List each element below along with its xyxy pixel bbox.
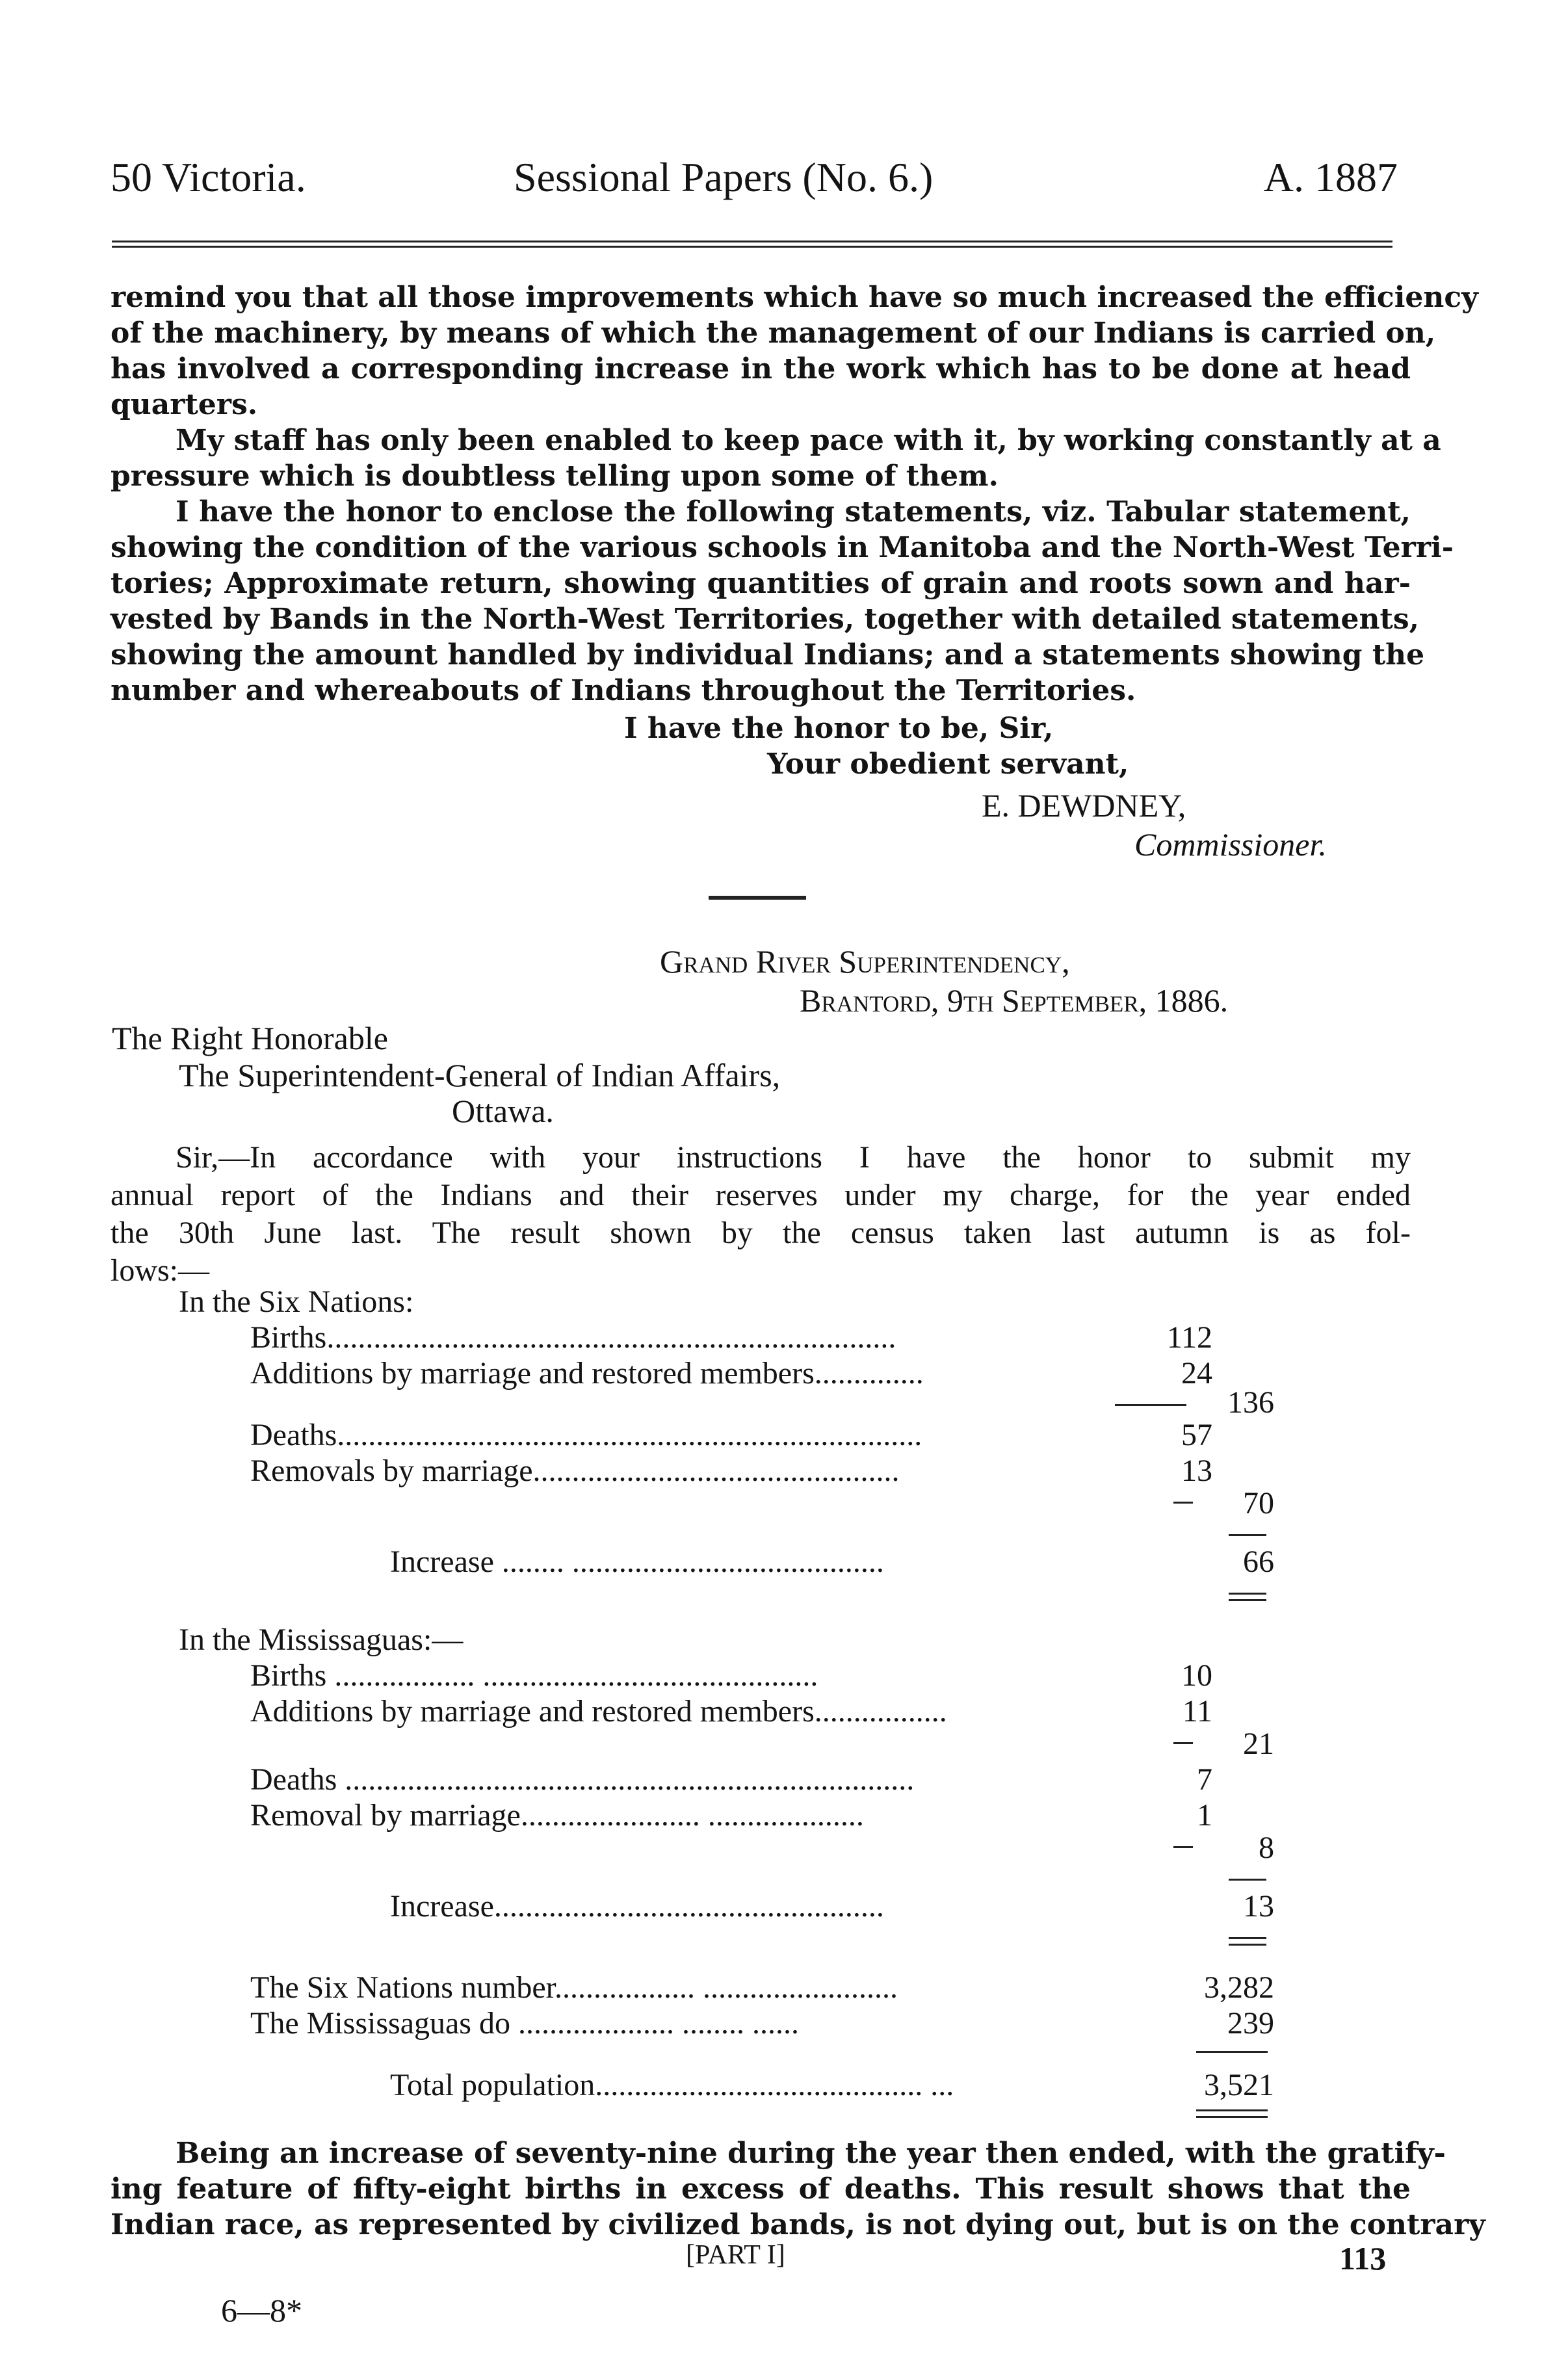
text-line: remind you that all those improvements which have so much increased the efficiency	[111, 281, 1478, 314]
closing-line: I have the honor to be, Sir,	[624, 712, 1054, 745]
removals-label: Removals by marriage...............................................	[250, 1454, 900, 1488]
header-year: A. 1887	[1263, 154, 1398, 200]
text-line: showing the condition of the various schools in Manitoba and the North-West Terri-	[111, 531, 1454, 564]
text-line: number and whereabouts of Indians throughout the Territories.	[111, 674, 1136, 707]
addressee-line: Ottawa.	[452, 1093, 554, 1129]
subtotal-out-value: 70	[1243, 1486, 1274, 1520]
text-line: I have the honor to enclose the following statements, viz. Tabular statement,	[176, 495, 1411, 528]
text-line: has involved a corresponding increase in the work which has to be done at head	[111, 352, 1411, 385]
text-line: My staff has only been enabled to keep pace with it, by working constantly at a	[176, 424, 1441, 457]
text-line: of the machinery, by means of which the management of our Indians is carried on,	[111, 317, 1436, 350]
closing-paragraph	[111, 2135, 1485, 2243]
double-underline	[1229, 1944, 1266, 1946]
deaths-value: 57	[1181, 1418, 1212, 1452]
additions-value: 11	[1182, 1694, 1212, 1728]
double-underline	[1229, 1599, 1266, 1601]
removals-value: 13	[1181, 1454, 1212, 1488]
letter-place-date: Brantord, 9th September, 1886.	[800, 982, 1229, 1019]
removal-value: 1	[1197, 1798, 1212, 1833]
text-line: annual report of the Indians and their reserves under my charge, for the year ended	[111, 1178, 1411, 1212]
subtotal-out-value: 8	[1259, 1831, 1274, 1865]
subtotal-in-value: 136	[1227, 1385, 1274, 1420]
births-label: Births .................. ...........................................	[250, 1658, 818, 1693]
signature-title: Commissioner.	[1134, 826, 1327, 863]
additions-value: 24	[1181, 1356, 1212, 1390]
subtotal-in-value: 21	[1243, 1727, 1274, 1761]
signature-mark: 6—8*	[221, 2292, 302, 2328]
text-line: vested by Bands in the North-West Territories, together with detailed statements,	[111, 603, 1419, 636]
text-line: quarters.	[111, 388, 258, 421]
underline	[1196, 2051, 1268, 2053]
total-label: Total population.......................................... ...	[390, 2068, 954, 2102]
text-line: Sir,—In accordance with your instructions I have the honor to submit my	[176, 1140, 1411, 1175]
text-line: Being an increase of seventy-nine during the year then ended, with the gratify-	[176, 2137, 1446, 2170]
dash-rule	[1173, 1846, 1193, 1848]
closing-servant: Your obedient servant,	[767, 748, 1129, 781]
text-line: showing the amount handled by individual Indians; and a statements showing the	[111, 638, 1425, 672]
text-line: tories; Approximate return, showing quantities of grain and roots sown and har-	[111, 567, 1411, 600]
header-session: 50 Victoria.	[111, 154, 306, 200]
part-marker: [PART I]	[686, 2240, 785, 2270]
text-line: lows:—	[111, 1253, 210, 1288]
page-number: 113	[1339, 2240, 1387, 2276]
six-nations-number-label: The Six Nations number.................. .........................	[250, 1970, 898, 2005]
removal-label: Removal by marriage....................... ....................	[250, 1798, 864, 1833]
total-value: 3,521	[1204, 2068, 1274, 2102]
mississaguas-heading: In the Mississaguas:—	[179, 1623, 464, 1657]
letter-office: Grand River Superintendency,	[660, 943, 1070, 980]
addressee-line: The Right Honorable	[112, 1020, 388, 1056]
births-label: Births.........................................................................	[250, 1320, 896, 1355]
dash-rule	[1173, 1742, 1193, 1744]
text-line: the 30th June last. The result shown by the census taken last autumn is as fol-	[111, 1216, 1411, 1250]
dash-rule	[1115, 1404, 1186, 1406]
births-value: 10	[1181, 1658, 1212, 1693]
births-value: 112	[1166, 1320, 1212, 1355]
addressee-line: The Superintendent-General of Indian Affairs,	[179, 1057, 781, 1093]
deaths-value: 7	[1197, 1762, 1212, 1797]
double-underline	[1229, 1593, 1266, 1595]
additions-label: Additions by marriage and restored members.................	[250, 1694, 947, 1728]
deaths-label: Deaths...........................................................................	[250, 1418, 922, 1452]
underline	[1229, 1879, 1266, 1881]
mississaguas-number-label: The Mississaguas do .................... ........ ......	[250, 2006, 799, 2041]
six-nations-number-value: 3,282	[1204, 1970, 1274, 2005]
increase-value: 13	[1243, 1889, 1274, 1924]
underline	[1229, 1534, 1266, 1536]
text-line: Indian race, as represented by civilized bands, is not dying out, but is on the contrary	[111, 2208, 1485, 2241]
dash-rule	[1173, 1502, 1193, 1504]
double-underline	[1229, 1937, 1266, 1939]
mississaguas-number-value: 239	[1227, 2006, 1274, 2041]
deaths-label: Deaths .........................................................................	[250, 1762, 915, 1797]
double-underline	[1196, 2109, 1268, 2111]
text-line: ing feature of fifty-eight births in excess of deaths. This result shows that the	[111, 2172, 1411, 2206]
double-underline	[1196, 2116, 1268, 2118]
text-line: pressure which is doubtless telling upon some of them.	[111, 460, 999, 493]
header-title: Sessional Papers (No. 6.)	[514, 154, 934, 200]
six-nations-heading: In the Six Nations:	[179, 1285, 414, 1319]
signature: E. DEWDNEY,	[982, 787, 1186, 824]
additions-label: Additions by marriage and restored members..............	[250, 1356, 924, 1390]
increase-value: 66	[1243, 1545, 1274, 1579]
increase-label: Increase..................................................	[390, 1889, 884, 1924]
increase-label: Increase ........ ........................................	[390, 1545, 884, 1579]
